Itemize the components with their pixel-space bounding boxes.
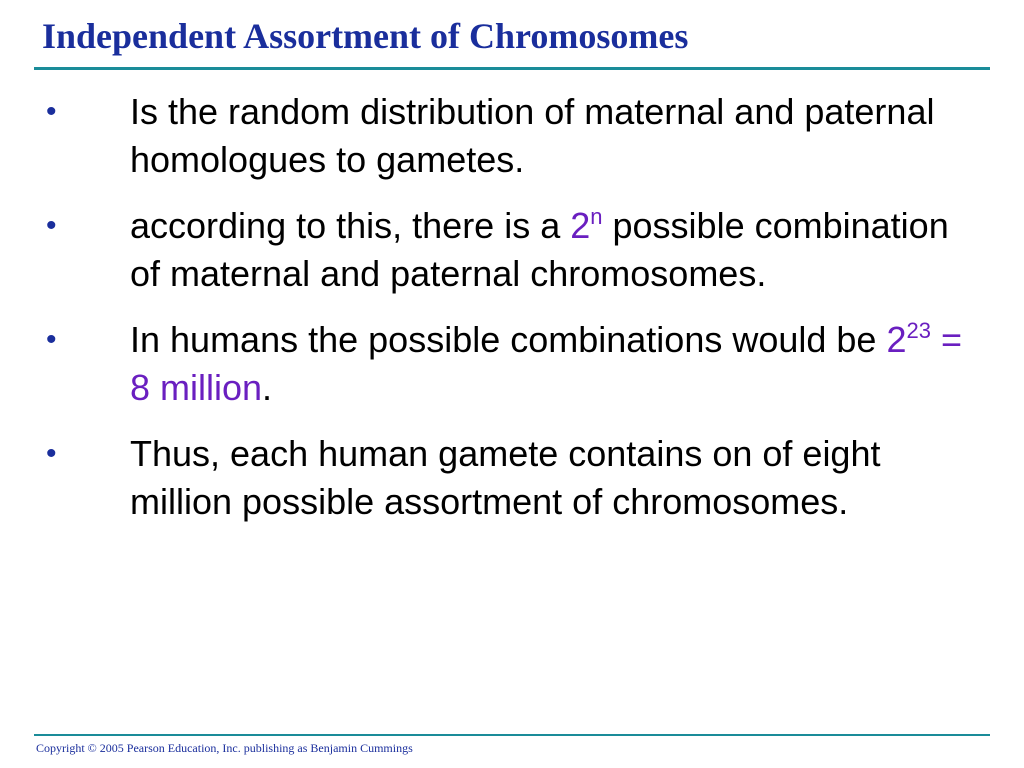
bullet-list	[0, 88, 1024, 526]
bullet-marker: •	[46, 209, 57, 242]
bullet-text-post: possible combination of maternal and paternal chromosomes.	[130, 205, 949, 294]
power-expression	[570, 205, 602, 246]
bullet-item-2	[0, 202, 970, 298]
bullet-text-post: .	[262, 367, 273, 408]
bullet-text: Is the random distribution of maternal and paternal homologues to gametes.	[130, 91, 935, 180]
footer-divider	[34, 734, 990, 736]
title-divider	[34, 67, 990, 70]
power-exponent: 23	[906, 318, 931, 343]
copyright-notice: Copyright © 2005 Pearson Education, Inc. publishing as Benjamin Cummings	[36, 741, 413, 755]
bullet-marker: •	[46, 323, 57, 356]
bullet-text-pre: according to this, there is a	[130, 205, 571, 246]
bullet-marker: •	[46, 95, 57, 128]
bullet-item-1	[0, 88, 970, 184]
power-result: = 8 million	[130, 319, 963, 408]
bullet-item-4	[0, 430, 970, 526]
bullet-text: Thus, each human gamete contains on of eight million possible assortment of chromosomes.	[130, 433, 881, 522]
slide-title: Independent Assortment of Chromosomes	[42, 16, 689, 56]
power-exponent: n	[590, 204, 603, 229]
bullet-marker: •	[46, 437, 57, 470]
power-base: 2	[570, 205, 591, 246]
bullet-item-3	[0, 316, 970, 412]
power-base: 2	[886, 319, 907, 360]
bullet-text-pre: In humans the possible combinations would be	[130, 319, 887, 360]
